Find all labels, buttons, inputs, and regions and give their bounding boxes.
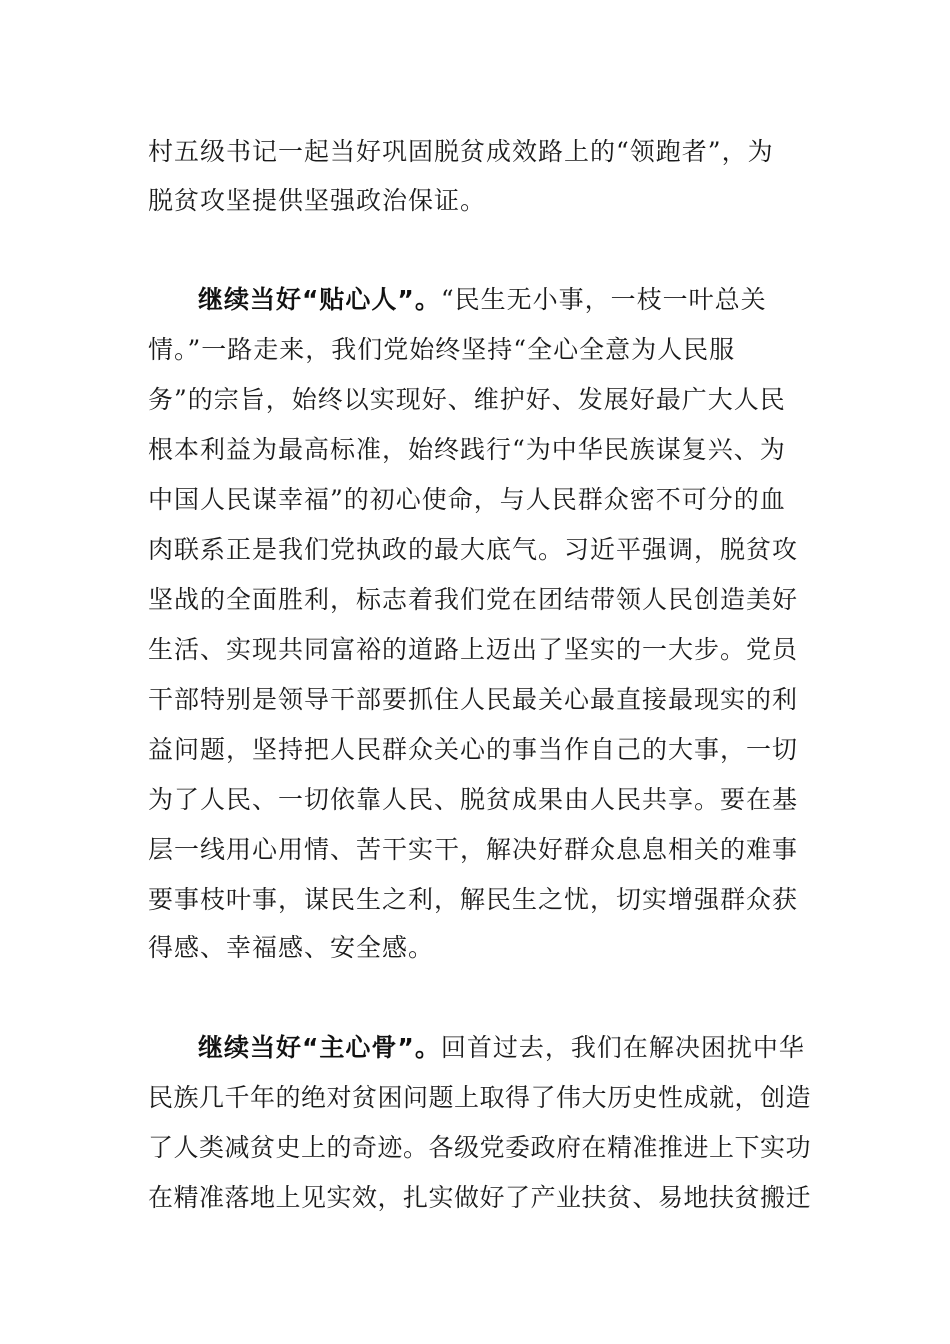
- paragraph-2-first-line: [198, 285, 767, 315]
- paragraph-2-line: 干部特别是领导干部要抓住人民最关心最直接最现实的利: [148, 685, 799, 714]
- paragraph-2-line: 为了人民、一切依靠人民、脱贫成果由人民共享。要在基: [148, 785, 799, 814]
- paragraph-3-first-line-text: 回首过去，我们在解决困扰中华: [440, 1033, 805, 1062]
- paragraph-2-line: 中国人民谋幸福”的初心使命，与人民群众密不可分的血: [148, 485, 786, 514]
- paragraph-3-line: 民族几千年的绝对贫困问题上取得了伟大历史性成就，创造: [148, 1083, 812, 1112]
- paragraph-2-line: 肉联系正是我们党执政的最大底气。习近平强调，脱贫攻: [148, 535, 799, 564]
- paragraph-2-heading: 继续当好“贴心人”。: [198, 285, 441, 314]
- paragraph-2-line: 生活、实现共同富裕的道路上迈出了坚实的一大步。党员: [148, 635, 799, 664]
- paragraph-2-line: 益问题，坚持把人民群众关心的事当作自己的大事，一切: [148, 735, 799, 764]
- paragraph-3-line: 在精准落地上见实效，扎实做好了产业扶贫、易地扶贫搬迁: [148, 1183, 812, 1212]
- paragraph-1-line-1: 村五级书记一起当好巩固脱贫成效路上的“领跑者”，为: [148, 137, 774, 166]
- paragraph-3-line: 了人类减贫史上的奇迹。各级党委政府在精准推进上下实功: [148, 1133, 812, 1162]
- paragraph-2-line: 得感、幸福感、安全感。: [148, 933, 435, 962]
- paragraph-1-line-2: 脱贫攻坚提供坚强政治保证。: [148, 186, 487, 215]
- paragraph-3-first-line: [198, 1033, 805, 1063]
- paragraph-2-line: 情。”一路走来，我们党始终坚持“全心全意为人民服: [148, 335, 736, 364]
- paragraph-2-line: 务”的宗旨，始终以实现好、维护好、发展好最广大人民: [148, 385, 786, 414]
- paragraph-2-line: 层一线用心用情、苦干实干，解决好群众息息相关的难事: [148, 835, 799, 864]
- paragraph-2-line: 坚战的全面胜利，标志着我们党在团结带领人民创造美好: [148, 585, 799, 614]
- paragraph-3-heading: 继续当好“主心骨”。: [198, 1033, 441, 1062]
- paragraph-2-line: 要事枝叶事，谋民生之利，解民生之忧，切实增强群众获: [148, 885, 799, 914]
- paragraph-2-line: 根本利益为最高标准，始终践行“为中华民族谋复兴、为: [148, 435, 786, 464]
- paragraph-2-first-line-text: “民生无小事，一枝一叶总关: [440, 285, 767, 314]
